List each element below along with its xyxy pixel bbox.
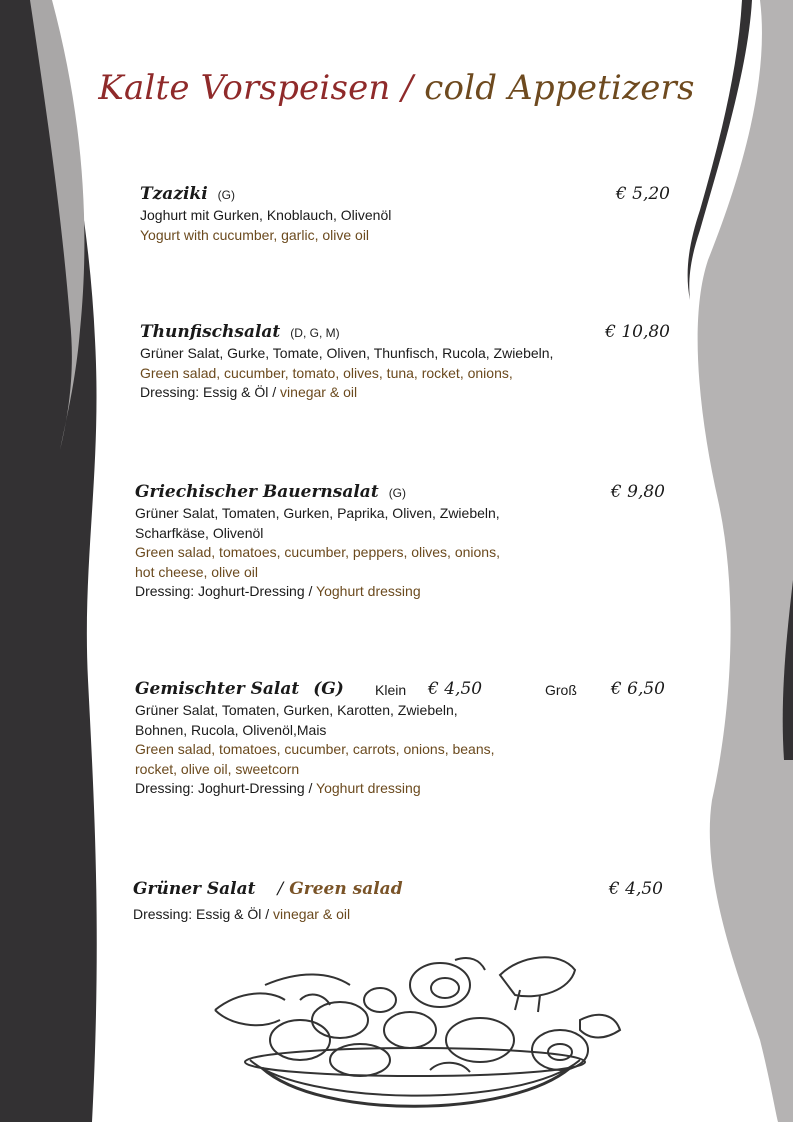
item-description-en: Green salad, tomatoes, cucumber, carrots, onions, beans, — [135, 741, 495, 757]
item-allergens: (G) — [313, 679, 344, 699]
menu-item-griechischer-bauernsalat — [135, 482, 500, 602]
item-price: € 5,20 — [615, 184, 670, 204]
item-name: Thunfischsalat — [140, 322, 281, 342]
item-description-en: Yogurt with cucumber, garlic, olive oil — [140, 226, 370, 243]
salad-bowl-illustration — [215, 957, 620, 1106]
item-dressing: Dressing: Essig & Öl / vinegar & oil — [140, 384, 358, 400]
size-small-price: € 4,50 — [428, 679, 483, 699]
item-description-de: Grüner Salat, Gurke, Tomate, Oliven, Thunfisch, Rucola, Zwiebeln, — [140, 345, 554, 361]
item-allergens: (G) — [217, 188, 235, 202]
item-dressing: Dressing: Essig & Öl / vinegar & oil — [133, 906, 351, 922]
size-large-label: Groß — [545, 682, 577, 698]
item-separator: / — [277, 879, 284, 899]
left-dark-band — [0, 0, 97, 1122]
menu-item-gruener-salat — [133, 879, 403, 925]
menu-item-thunfischsalat — [140, 322, 553, 403]
item-description-de: Bohnen, Rucola, Olivenöl,Mais — [135, 721, 327, 738]
item-description-en: Green salad, cucumber, tomato, olives, tuna, rocket, onions, — [140, 364, 513, 381]
item-description-en: Green salad, tomatoes, cucumber, peppers, olives, onions, — [135, 544, 500, 560]
page-title: Kalte Vorspeisen / cold Appetizers — [98, 68, 695, 108]
item-allergens: (D, G, M) — [290, 326, 340, 340]
item-description-de: Grüner Salat, Tomaten, Gurken, Karotten, Zwiebeln, — [135, 702, 458, 718]
item-name: Griechischer Bauernsalat — [135, 482, 379, 502]
item-name: Grüner Salat — [133, 879, 256, 899]
item-description-en: hot cheese, olive oil — [135, 563, 258, 580]
item-description-de: Scharfkäse, Olivenöl — [135, 524, 264, 541]
size-small-label: Klein — [375, 682, 407, 698]
item-dressing: Dressing: Joghurt-Dressing / Yoghurt dressing — [135, 780, 421, 796]
size-large-price: € 6,50 — [610, 679, 665, 699]
item-name: Tzaziki — [140, 184, 208, 204]
item-name: Gemischter Salat — [135, 679, 300, 699]
item-allergens: (G) — [388, 486, 407, 500]
item-price: € 4,50 — [608, 879, 663, 899]
item-price: € 9,80 — [610, 482, 665, 502]
item-name-en: Green salad — [289, 879, 403, 899]
item-description-en: rocket, olive oil, sweetcorn — [135, 760, 300, 777]
item-description-de: Grüner Salat, Tomaten, Gurken, Paprika, Oliven, Zwiebeln, — [135, 505, 500, 521]
item-dressing: Dressing: Joghurt-Dressing / Yoghurt dressing — [135, 583, 421, 599]
item-price: € 10,80 — [605, 322, 670, 342]
menu-item-tzaziki — [140, 184, 391, 245]
item-description-de: Joghurt mit Gurken, Knoblauch, Olivenöl — [140, 207, 392, 223]
